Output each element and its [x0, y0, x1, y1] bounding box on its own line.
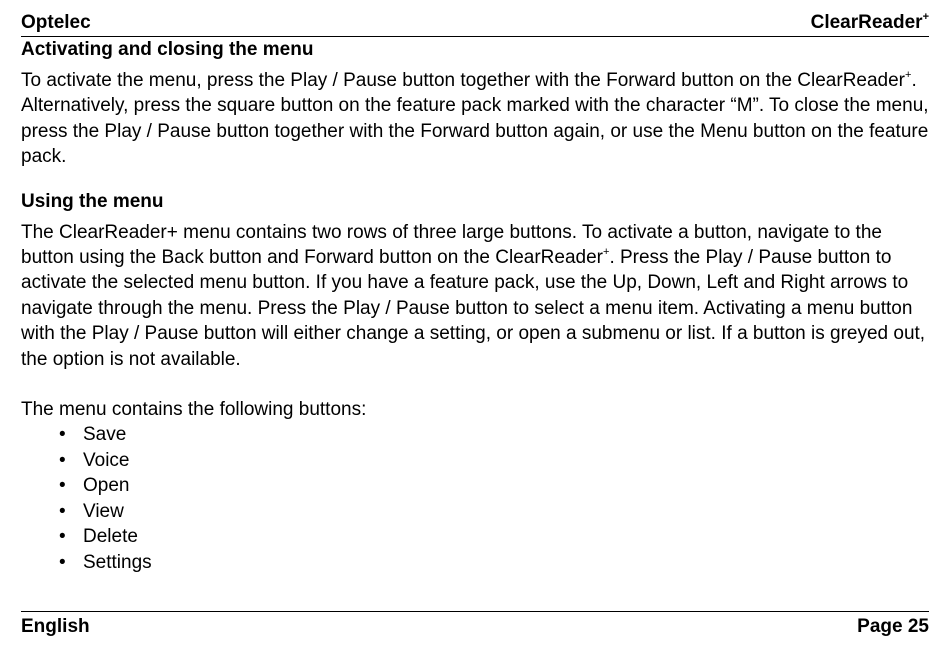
list-item	[21, 550, 929, 575]
header-product-superscript: +	[922, 10, 929, 23]
bullet-icon: •	[59, 449, 66, 471]
body-superscript: +	[905, 68, 912, 81]
list-item-label: Delete	[83, 526, 138, 548]
body-text-part: . Press the Play / Pause button to activate the selected menu button. If you have a feature pack, use the Up, Down, Left and Right arrows to navigate through the menu. Press the Play / Pause button to select a menu item. Activating a menu button with the Play / Pause button will either change a setting, or open a submenu or list. If a button is greyed out, the option is not available.	[21, 247, 926, 370]
list-item-label: Voice	[83, 449, 130, 471]
menu-buttons-list	[21, 422, 929, 574]
list-item-label: View	[83, 500, 124, 522]
list-intro: The menu contains the following buttons:	[21, 399, 367, 421]
list-item	[21, 524, 929, 549]
bullet-icon: •	[59, 526, 66, 548]
page-header	[21, 10, 929, 37]
header-product-name: ClearReader	[810, 12, 923, 33]
body-text-part: The ClearReader+ menu contains two rows of three large buttons. To activate a button, navigate to the button using the Back button and Forward button on the ClearReader	[21, 221, 882, 269]
section-body-using	[21, 220, 929, 372]
list-item-label: Save	[83, 424, 127, 446]
body-text-part: To activate the menu, press the Play / Pause button together with the Forward button on the ClearReader	[21, 70, 906, 91]
section-body-activating	[21, 68, 929, 170]
list-item-label: Settings	[83, 551, 152, 573]
bullet-icon: •	[59, 424, 66, 446]
section-title-using: Using the menu	[21, 190, 164, 212]
footer-language: English	[21, 616, 90, 637]
section-title-activating: Activating and closing the menu	[21, 39, 314, 60]
header-product	[811, 10, 929, 36]
bullet-icon: •	[59, 475, 66, 497]
list-item-label: Open	[83, 475, 130, 497]
list-item	[21, 422, 929, 447]
page-footer	[21, 611, 929, 640]
list-item	[21, 473, 929, 498]
bullet-icon: •	[59, 551, 66, 573]
list-item	[21, 448, 929, 473]
footer-page-number: Page 25	[857, 616, 929, 637]
page-content	[21, 37, 929, 575]
list-item	[21, 499, 929, 524]
body-text-part: . Alternatively, press the square button on the feature pack marked with the character “M”. To close the menu, press the Play / Pause button together with the Forward button again, or use the Menu button on the feature pack.	[21, 70, 929, 168]
bullet-icon: •	[59, 500, 66, 522]
header-brand: Optelec	[21, 12, 91, 33]
body-superscript: +	[603, 245, 610, 258]
